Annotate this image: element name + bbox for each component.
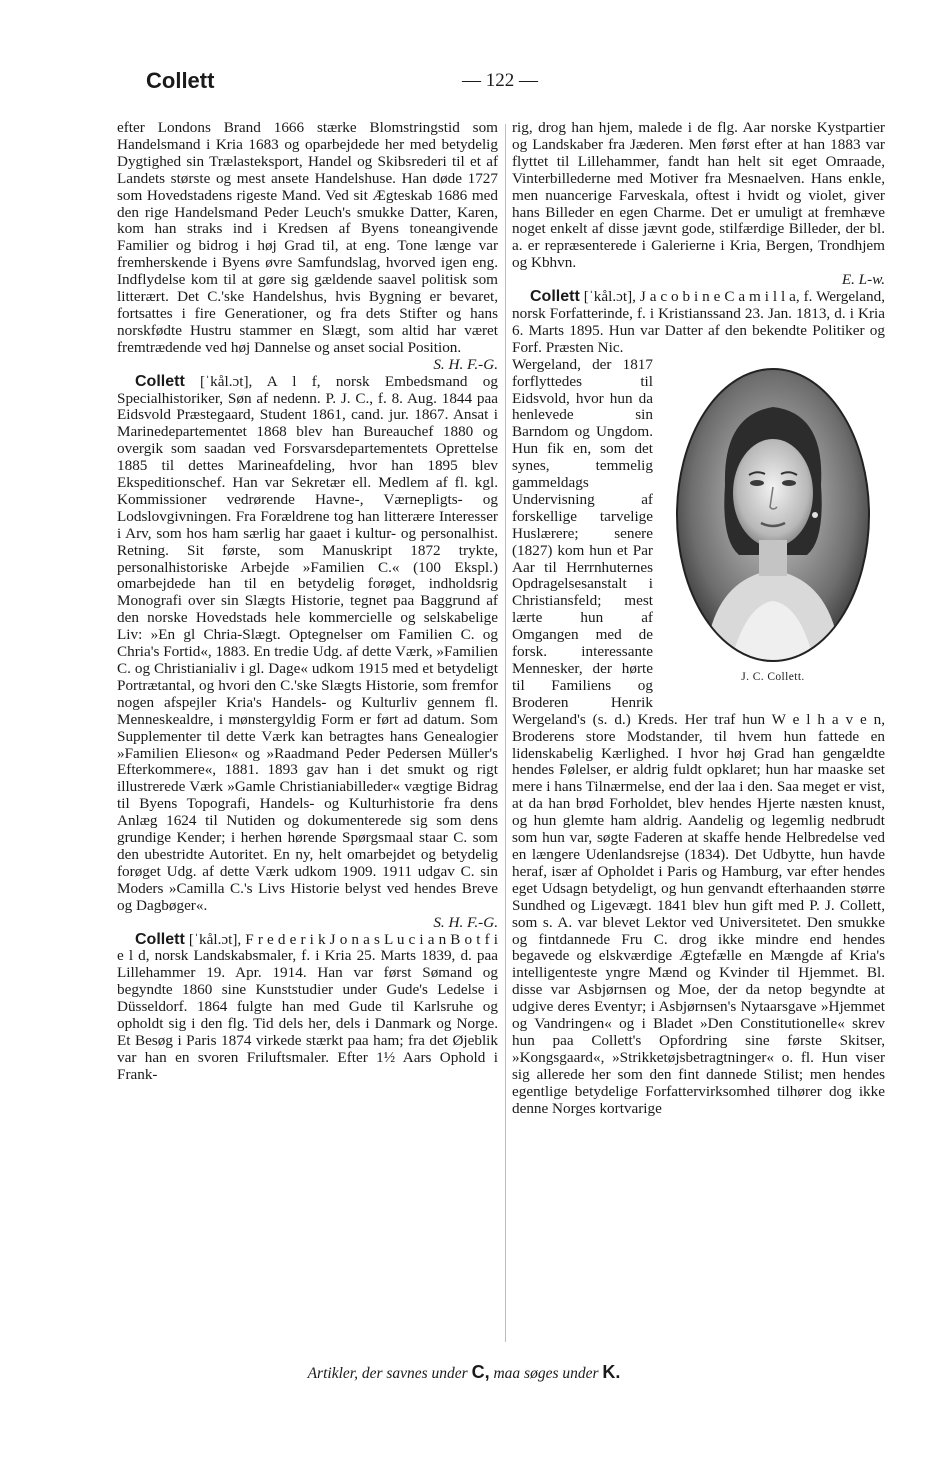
entry-text: [ˈkål.ɔt], A l f, norsk Embedsmand og Specialhistoriker, Søn af nedenn. P. J. C., f. 8. Aug. 1844 paa Eidsvold Præstegaard, Student 1861, cand. jur. 1867. Ansat i Marinedepartementet 1868 blev han Bureauchef 1880 og overgik som saadan ved Forsvarsdepartementets Oprettelse 1885 til dettes Marineafdeling, hvor han 1895 blev Ekspeditionschef. Han var Sekretær ell. Medlem af fl. kgl. Kommissioner vedrørende Havne-, Værnepligts- og Lodslovgivningen. Fra Forældrene tog han litterære Interesser i Arv, som hos ham særlig har gaaet i kultur- og personalhist. Retning. Sit første, som Manuskript 1872 trykte, personalhistoriske Arbejde »Familien C.« (100 Ekspl.) omarbejdede han til en betydelig forøget, indholdsrig Monografi over sin Slægts Historie, tegnet paa Baggrund af den norske Hovedstads hele kommercielle og selskabelige Liv: »En gl Chria-Slægt. Optegnelser om Familien C. og Chria's Fortid«, 1883. En tredie Udg. af dette Værk, »Familien C. og Christianialiv i gl. Dage« udkom 1915 med et betydeligt Portrætantal, og hvori den C.'ske Slægts Historie, som fremfor nogen afspejler Kria's Handels- og Kulturliv gennem fl. Menneskealdre, i mønstergyldig Form er ført ad datum. Som Supplementer til dette Værk kan betragtes hans Genealogier »Familien Elieson« og »Raadmand Peder Pedersen Müller's Efterkommere«, 1881. 1893 gav han i det smukt og rigt illustrerede Værk »Gamle Christianiabilleder« vægtige Bidrag til Byens Topografi, Handels- og Kulturhistorie fra dens Anlæg 1624 til Nutiden og dokumenterede sig som dens grundige Kender; i herhen hørende Spørgsmaal staar C. som den ubestridte Autoritet. En ny, helt omarbejdet og betydelig forøget Udg. af dette Værk udkom 1909. 1911 udgav C. sin Moders »Camilla C.'s Livs Historie belyst ved hendes Breve og Dagbøger«. [117, 372, 498, 914]
running-header [0, 66, 928, 100]
page-number: — 122 — [462, 70, 538, 91]
entry-headword: Collett [530, 288, 580, 306]
entry-continuation: efter Londons Brand 1666 stærke Blomstringstid som Handelsmand i Kria 1683 og oparbejdede her med betydelig Dygtighed sin Trælasteksport, Handel og Skibsrederi til et af Landets største og mest ansete Handelshuse. Han døde 1727 som Hovedstadens rigeste Mand. Ved sit Ægteskab 1686 med den rige Handelsmand Peder Leuch's smukke Datter, Karen, kom han straks ind i Kredsen af Byens toneangivende Familier og bidrog i høj Grad til, at eng. Tone længe var fremherskende i Byens øvre Samfundslag, hvorved igen eng. Indflydelse kom til at gøre sig gældende saavel politisk som litterært. Det C.'ske Handelshus, hvis Bygning er bevaret, fortsattes i fire Generationer, og fra dets Stifter og hans norskfødte Hustru stammer en Slægt, som altid har været fremtrædende ved høj Dannelse og anset social Position. [117, 119, 498, 356]
entry-text: [ˈkål.ɔt], J a c o b i n e C a m i l l a, f. Wergeland, norsk Forfatterinde, f. i Kristianssand 23. Jan. 1813, d. i Kria 6. Marts 1895. Hun var Datter af den bekendte Politiker og Forf. Præsten Nic. [512, 288, 885, 356]
left-column [117, 120, 498, 1084]
entry-headword: Collett [135, 372, 185, 390]
entry-text: [ˈkål.ɔt], F r e d e r i k J o n a s L u c i a n B o t f i e l d, norsk Landskabsmaler, f. i Kria 25. Marts 1839, d. paa Lillehammer 19. Apr. 1914. Han var først Sømand og begyndte 1860 sine Kunststudier under Gude's Ledelse i Düsseldorf. 1864 fulgte han med Gude til Karlsruhe og opholdt sig i den flg. Tid dels her, dels i Danmark og Norge. Et Besøg i Paris 1874 virkede stærkt paa ham; fra det Øjeblik var han en svoren Friluftsmaler. Efter 1½ Aars Ophold i Frank- [117, 930, 498, 1083]
footer-text: Artikler, der savnes under [307, 1365, 472, 1382]
footer-note [0, 1362, 928, 1383]
entry-collett-alf [117, 374, 498, 915]
entry-signature: S. H. F.-G. [433, 355, 498, 373]
footer-letter: K. [602, 1362, 621, 1382]
portrait-figure [659, 365, 887, 699]
running-headword: Collett [146, 68, 215, 93]
right-column [512, 120, 885, 1117]
entry-signature: S. H. F.-G. [433, 913, 498, 931]
column-divider [505, 124, 506, 1342]
footer-text: maa søges under [489, 1365, 603, 1382]
entry-continuation: rig, drog han hjem, malede i de flg. Aar norske Kystpartier og Landskaber fra Jæderen. Men først efter at han 1883 var flyttet til Lillehammer, fandt han helt sit eget Omraade, Vinterbillederne med Motiver fra Mesnaelven. Hans enkle, men nuancerige Farveskala, oftest i hvidt og violet, giver hans Billeder en egen Charme. Det er umuligt at fremhæve noget enkelt af disse jævnt gode, stilfærdige Billeder, der bl. a. er repræsenterede i Galerierne i Kria, Bergen, Trondhjem og Kbhvn. [512, 119, 885, 272]
portrait-caption: J. C. Collett. [741, 670, 805, 683]
entry-headword: Collett [135, 930, 185, 948]
entry-collett-frederik [117, 932, 498, 1084]
entry-signature: E. L-w. [841, 271, 885, 289]
entry-collett-jacobine-intro [512, 289, 885, 357]
portrait-image [675, 365, 871, 665]
entry-collett-jacobine-body: Wergeland, der 1817 forflyttedes til Eidsvold, hvor hun da henlevede sin Barndom og Ungdom. Hun fik en, som det synes, temmelig gammeldags Undervisning af forskellige tarvelige Huslærere; senere (1827) kom hun et Par Aar til Herrnhuternes Opdragelsesanstalt i Christiansfeld; mest lærte hun af Omgangen med de forsk. interessante Mennesker, der hørte til Familiens og Broderen Henrik Wergeland's (s. d.) Kreds. Her traf hun W e l h a v e n, Broderens store Modstander, til hvem hun fattede en lidenskabelig Kærlighed. I hvor høj Grad han gengældte hendes Følelser, er aldrig fuldt opklaret; hun har maaske set mere i hans Tilnærmelse, end der laa i den. Saa meget er vist, at da han brød Forholdet, blev hendes Hjerte næsten knust, og hun glemte ham aldrig. Aandelig og legemlig nedbrudt som hun var, søgte Faderen at skaffe hende Helbredelse ved en længere Udenlandsrejse (1834). Det Udbytte, hun havde heraf, især af Opholdet i Paris og Hamburg, var efter hendes eget Udsagn betydeligt, og hun genvandt efterhaanden større Sundhed og Ligevægt. 1841 blev hun gift med P. J. Collett, som s. A. var blevet Lektor ved Universitetet. Den smukke og fintdannede Fru C. drog ikke mindre end hendes begavede og elskværdige Ægtefælle en Mængde af Kria's intelligenteste yngre Mænd og Kvinder til Hjemmet. Bl. disse var Asbjørnsen og Moe, der da netop begyndte at udgive deres Eventyr; i Asbjørnsen's Nytaarsgave »Hjemmet og Vandringen« og i Bladet »Den Constitutionelle« skrev hun paa Collett's Opfordring sine første Skitser, »Kongsgaard«, »Strikketøjsbetragtninger« o. fl. Hun viser sig allerede her som den fint dannede Stilist; men hendes egentlige betydelige Forfattervirksomhed tilhører dog ikke denne Norges kortvarige [512, 355, 885, 1117]
footer-letter: C, [471, 1362, 490, 1382]
